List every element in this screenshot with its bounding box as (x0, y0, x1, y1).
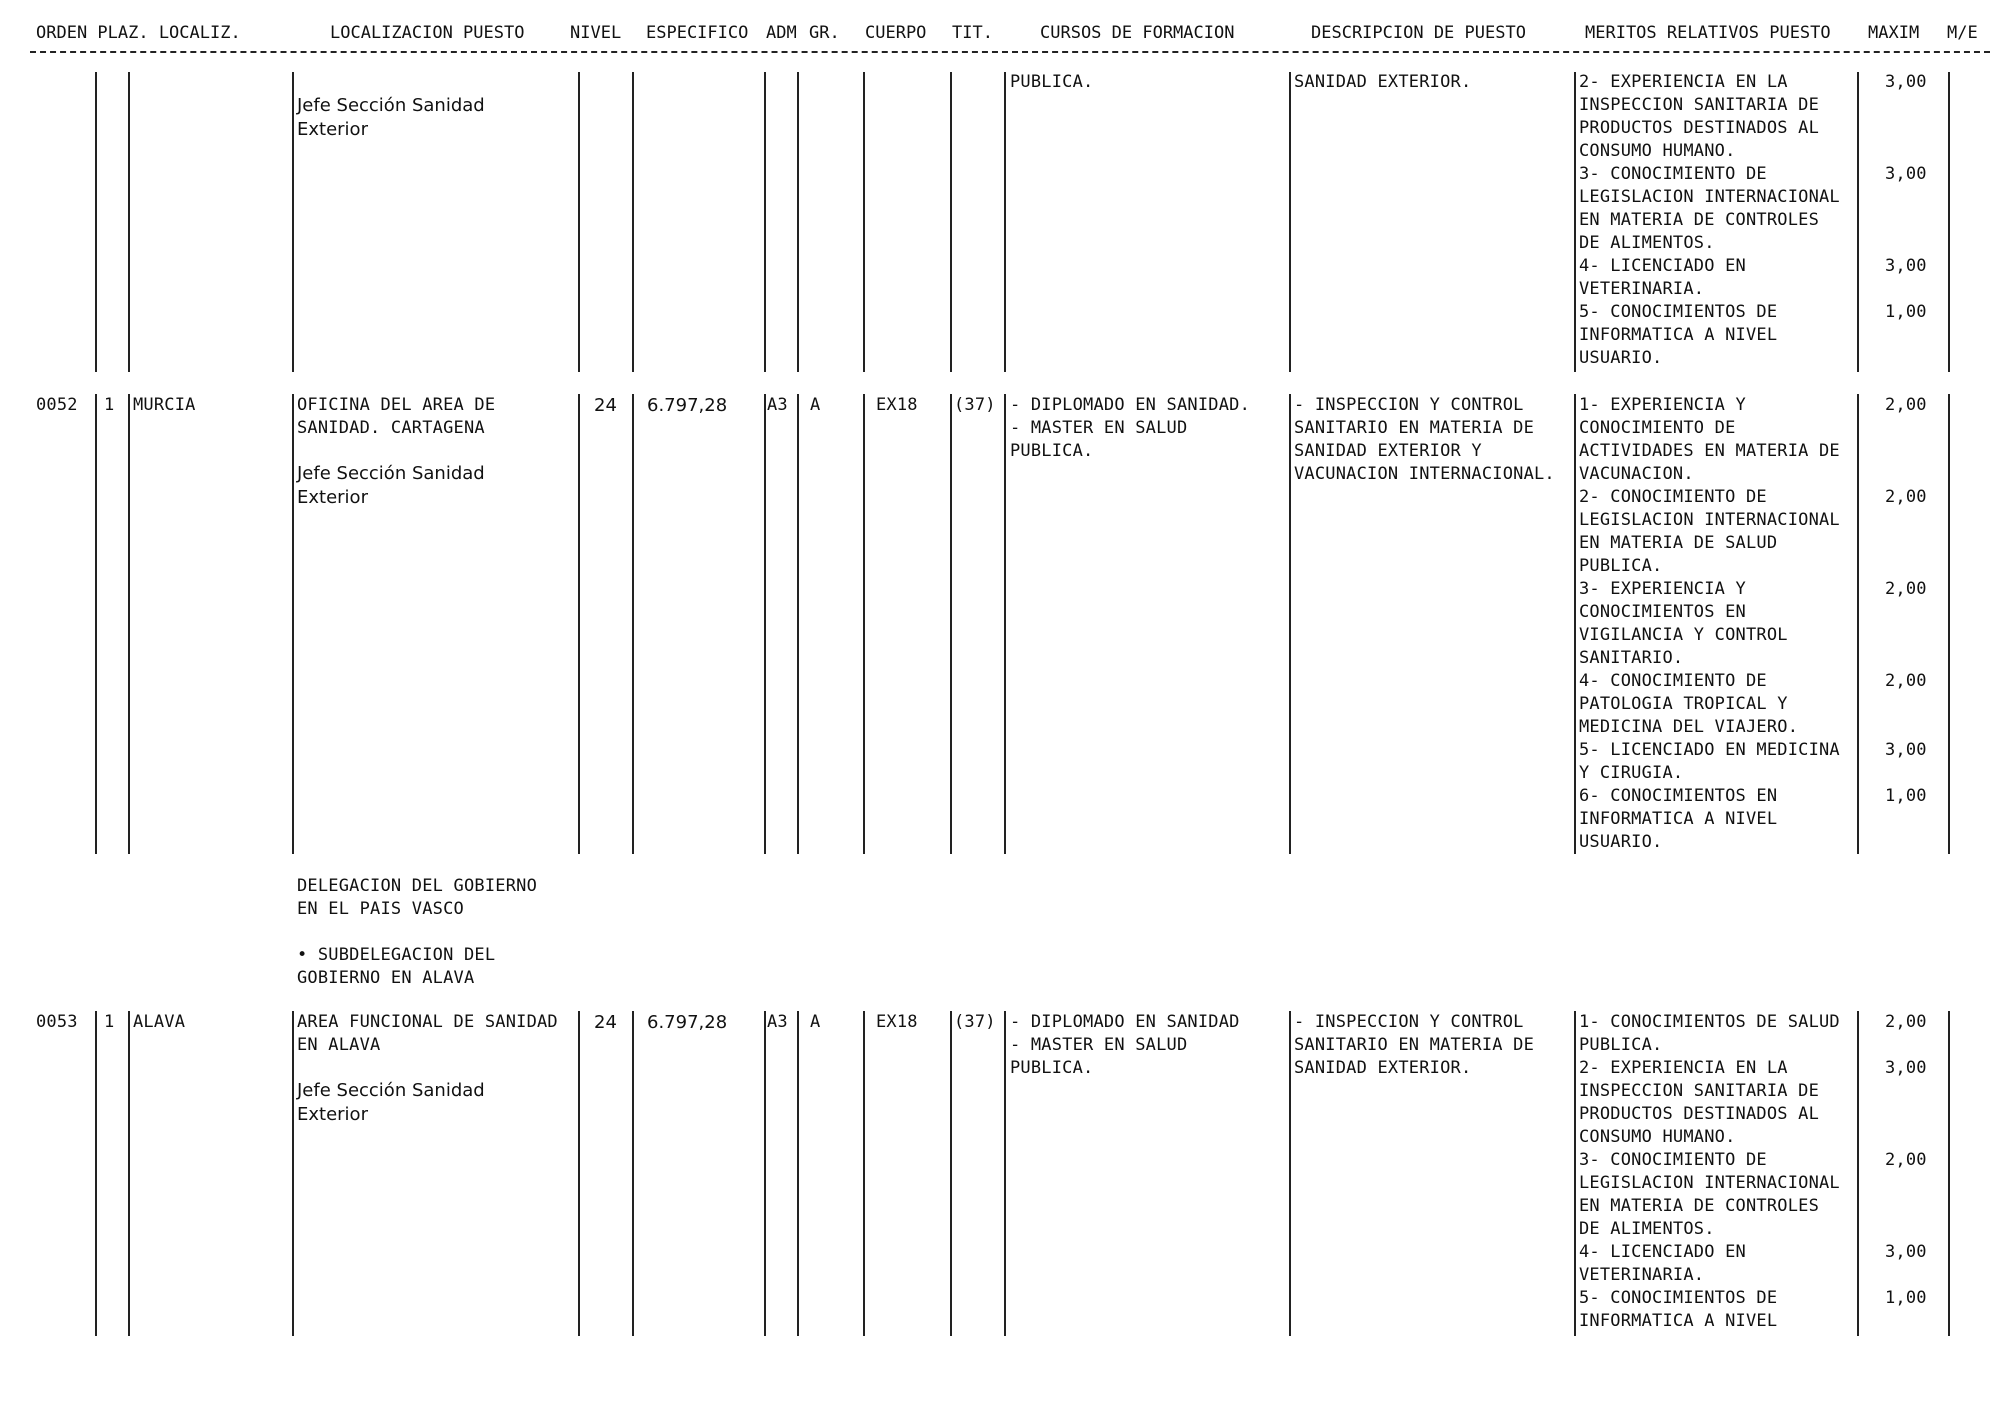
descripcion-line: SANITARIO EN MATERIA DE (1294, 1035, 1535, 1055)
subdelegacion-line1: • SUBDELEGACION DEL (297, 945, 496, 965)
cursos-line: - DIPLOMADO EN SANIDAD (1010, 1012, 1240, 1032)
column-rule (95, 72, 97, 372)
merito-line: 6- CONOCIMIENTOS EN (1579, 786, 1778, 806)
merito-max: 3,00 (1885, 164, 1927, 184)
descripcion-line: - INSPECCION Y CONTROL (1294, 395, 1524, 415)
adm: A3 (767, 1012, 788, 1032)
merito-line: VIGILANCIA Y CONTROL (1579, 625, 1788, 645)
merito-line: USUARIO. (1579, 348, 1663, 368)
tit: (37) (954, 1012, 996, 1032)
merito-line: 3- EXPERIENCIA Y (1579, 579, 1746, 599)
delegacion-line1: DELEGACION DEL GOBIERNO (297, 876, 538, 896)
column-rule (1574, 394, 1576, 854)
column-rule (632, 72, 634, 372)
merito-line: 4- LICENCIADO EN (1579, 256, 1746, 276)
column-rule (950, 72, 952, 372)
descripcion-line: - INSPECCION Y CONTROL (1294, 1012, 1524, 1032)
column-rule (1574, 1011, 1576, 1336)
delegacion-line2: EN EL PAIS VASCO (297, 899, 464, 919)
orden: 0052 (36, 395, 78, 415)
merito-line: PATOLOGIA TROPICAL Y (1579, 694, 1788, 714)
cursos-line: PUBLICA. (1010, 441, 1094, 461)
cuerpo: EX18 (876, 1012, 918, 1032)
plaz: 1 (104, 1012, 115, 1032)
merito-line: INSPECCION SANITARIA DE (1579, 95, 1820, 115)
merito-line: LEGISLACION INTERNACIONAL (1579, 510, 1840, 530)
merito-max: 2,00 (1885, 1012, 1927, 1032)
column-rule (764, 394, 766, 854)
descripcion-line: VACUNACION INTERNACIONAL. (1294, 464, 1555, 484)
descripcion-line: SANIDAD EXTERIOR. (1294, 72, 1472, 92)
merito-max: 1,00 (1885, 1288, 1927, 1308)
merito-max: 3,00 (1885, 256, 1927, 276)
column-rule (1004, 1011, 1006, 1336)
merito-max: 2,00 (1885, 579, 1927, 599)
merito-line: 2- CONOCIMIENTO DE (1579, 487, 1767, 507)
merito-line: 3- CONOCIMIENTO DE (1579, 164, 1767, 184)
header-adm: ADM (766, 23, 797, 43)
header-cuerpo: CUERPO (865, 23, 927, 43)
cursos-line: PUBLICA. (1010, 72, 1094, 92)
nivel: 24 (594, 1012, 617, 1033)
tit: (37) (954, 395, 996, 415)
column-rule (578, 72, 580, 372)
column-rule (797, 394, 799, 854)
merito-line: 5- CONOCIMIENTOS DE (1579, 302, 1778, 322)
merito-line: 5- CONOCIMIENTOS DE (1579, 1288, 1778, 1308)
merito-line: CONOCIMIENTO DE (1579, 418, 1736, 438)
merito-line: INFORMATICA A NIVEL (1579, 809, 1778, 829)
merito-line: MEDICINA DEL VIAJERO. (1579, 717, 1799, 737)
column-rule (578, 394, 580, 854)
job-title-line1: Jefe Sección Sanidad (297, 95, 485, 116)
merito-line: Y CIRUGIA. (1579, 763, 1684, 783)
header-maxim: MAXIM (1868, 23, 1920, 43)
merito-line: CONSUMO HUMANO. (1579, 141, 1736, 161)
merito-max: 3,00 (1885, 1242, 1927, 1262)
especifico: 6.797,28 (647, 1012, 728, 1033)
column-rule (863, 1011, 865, 1336)
column-rule (292, 72, 294, 372)
merito-line: VACUNACION. (1579, 464, 1694, 484)
column-rule (95, 1011, 97, 1336)
column-rule (1857, 72, 1859, 372)
merito-line: LEGISLACION INTERNACIONAL (1579, 1173, 1840, 1193)
column-rule (1948, 394, 1950, 854)
column-rule (128, 1011, 130, 1336)
merito-line: SANITARIO. (1579, 648, 1684, 668)
column-rule (632, 1011, 634, 1336)
merito-line: 2- EXPERIENCIA EN LA (1579, 72, 1788, 92)
cursos-line: - MASTER EN SALUD (1010, 418, 1188, 438)
column-rule (1857, 1011, 1859, 1336)
merito-line: PUBLICA. (1579, 1035, 1663, 1055)
adm: A3 (767, 395, 788, 415)
merito-line: CONOCIMIENTOS EN (1579, 602, 1746, 622)
column-rule (950, 394, 952, 854)
merito-line: EN MATERIA DE CONTROLES (1579, 210, 1820, 230)
merito-max: 3,00 (1885, 740, 1927, 760)
merito-line: 1- EXPERIENCIA Y (1579, 395, 1746, 415)
merito-line: 5- LICENCIADO EN MEDICINA (1579, 740, 1840, 760)
merito-line: VETERINARIA. (1579, 1265, 1705, 1285)
header-especifico: ESPECIFICO (646, 23, 749, 43)
merito-line: INFORMATICA A NIVEL (1579, 1311, 1778, 1331)
column-rule (128, 394, 130, 854)
column-rule (764, 1011, 766, 1336)
column-rule (95, 394, 97, 854)
column-rule (578, 1011, 580, 1336)
localiz: ALAVA (133, 1012, 186, 1032)
merito-line: ACTIVIDADES EN MATERIA DE (1579, 441, 1840, 461)
merito-max: 3,00 (1885, 72, 1927, 92)
column-rule (1004, 72, 1006, 372)
merito-line: LEGISLACION INTERNACIONAL (1579, 187, 1840, 207)
column-rule (292, 394, 294, 854)
column-rule (863, 72, 865, 372)
column-rule (632, 394, 634, 854)
unit-line1: OFICINA DEL AREA DE (297, 395, 496, 415)
header-nivel: NIVEL (570, 23, 622, 43)
merito-line: INFORMATICA A NIVEL (1579, 325, 1778, 345)
merito-max: 2,00 (1885, 1150, 1927, 1170)
merito-line: VETERINARIA. (1579, 279, 1705, 299)
job-title-line2: Exterior (297, 487, 368, 508)
column-rule (1948, 1011, 1950, 1336)
column-rule (1574, 72, 1576, 372)
unit-line2: EN ALAVA (297, 1035, 381, 1055)
merito-line: CONSUMO HUMANO. (1579, 1127, 1736, 1147)
merito-max: 1,00 (1885, 302, 1927, 322)
descripcion-line: SANIDAD EXTERIOR Y (1294, 441, 1482, 461)
descripcion-line: SANIDAD EXTERIOR. (1294, 1058, 1472, 1078)
cursos-line: - DIPLOMADO EN SANIDAD. (1010, 395, 1251, 415)
merito-line: PRODUCTOS DESTINADOS AL (1579, 1104, 1820, 1124)
column-rule (797, 1011, 799, 1336)
merito-line: 3- CONOCIMIENTO DE (1579, 1150, 1767, 1170)
merito-line: 1- CONOCIMIENTOS DE SALUD (1579, 1012, 1840, 1032)
header-orden-plaz-localiz: ORDEN PLAZ. LOCALIZ. (36, 23, 241, 43)
merito-line: EN MATERIA DE CONTROLES (1579, 1196, 1820, 1216)
merito-line: 4- CONOCIMIENTO DE (1579, 671, 1767, 691)
merito-max: 2,00 (1885, 487, 1927, 507)
localiz: MURCIA (133, 395, 196, 415)
job-title-line2: Exterior (297, 119, 368, 140)
job-title-line1: Jefe Sección Sanidad (297, 1080, 485, 1101)
nivel: 24 (594, 395, 617, 416)
header-cursos: CURSOS DE FORMACION (1040, 23, 1235, 43)
merito-line: PRODUCTOS DESTINADOS AL (1579, 118, 1820, 138)
column-rule (1289, 72, 1291, 372)
cuerpo: EX18 (876, 395, 918, 415)
merito-line: USUARIO. (1579, 832, 1663, 852)
cursos-line: PUBLICA. (1010, 1058, 1094, 1078)
column-rule (128, 72, 130, 372)
merito-line: EN MATERIA DE SALUD (1579, 533, 1778, 553)
column-rule (1004, 394, 1006, 854)
merito-max: 1,00 (1885, 786, 1927, 806)
column-rule (764, 72, 766, 372)
merito-line: PUBLICA. (1579, 556, 1663, 576)
column-rule (1289, 1011, 1291, 1336)
unit-line2: SANIDAD. CARTAGENA (297, 418, 485, 438)
merito-line: 2- EXPERIENCIA EN LA (1579, 1058, 1788, 1078)
subdelegacion-line2: GOBIERNO EN ALAVA (297, 968, 475, 988)
header-localizacion-puesto: LOCALIZACION PUESTO (330, 23, 525, 43)
cursos-line: - MASTER EN SALUD (1010, 1035, 1188, 1055)
merito-line: DE ALIMENTOS. (1579, 233, 1715, 253)
header-divider (30, 51, 1990, 53)
gr: A (810, 395, 821, 415)
column-rule (1857, 394, 1859, 854)
column-rule (950, 1011, 952, 1336)
unit-line1: AREA FUNCIONAL DE SANIDAD (297, 1012, 558, 1032)
merito-line: INSPECCION SANITARIA DE (1579, 1081, 1820, 1101)
merito-line: DE ALIMENTOS. (1579, 1219, 1715, 1239)
column-rule (797, 72, 799, 372)
gr: A (810, 1012, 821, 1032)
column-rule (1289, 394, 1291, 854)
descripcion-line: SANITARIO EN MATERIA DE (1294, 418, 1535, 438)
especifico: 6.797,28 (647, 395, 728, 416)
header-me: M/E (1947, 23, 1978, 43)
column-rule (292, 1011, 294, 1336)
header-tit: TIT. (952, 23, 993, 43)
job-title-line2: Exterior (297, 1104, 368, 1125)
job-title-line1: Jefe Sección Sanidad (297, 463, 485, 484)
header-gr: GR. (809, 23, 840, 43)
header-descripcion: DESCRIPCION DE PUESTO (1311, 23, 1526, 43)
plaz: 1 (104, 395, 115, 415)
merito-max: 2,00 (1885, 395, 1927, 415)
column-rule (863, 394, 865, 854)
merito-max: 3,00 (1885, 1058, 1927, 1078)
header-meritos: MERITOS RELATIVOS PUESTO (1585, 23, 1831, 43)
merito-max: 2,00 (1885, 671, 1927, 691)
orden: 0053 (36, 1012, 78, 1032)
merito-line: 4- LICENCIADO EN (1579, 1242, 1746, 1262)
column-rule (1948, 72, 1950, 372)
